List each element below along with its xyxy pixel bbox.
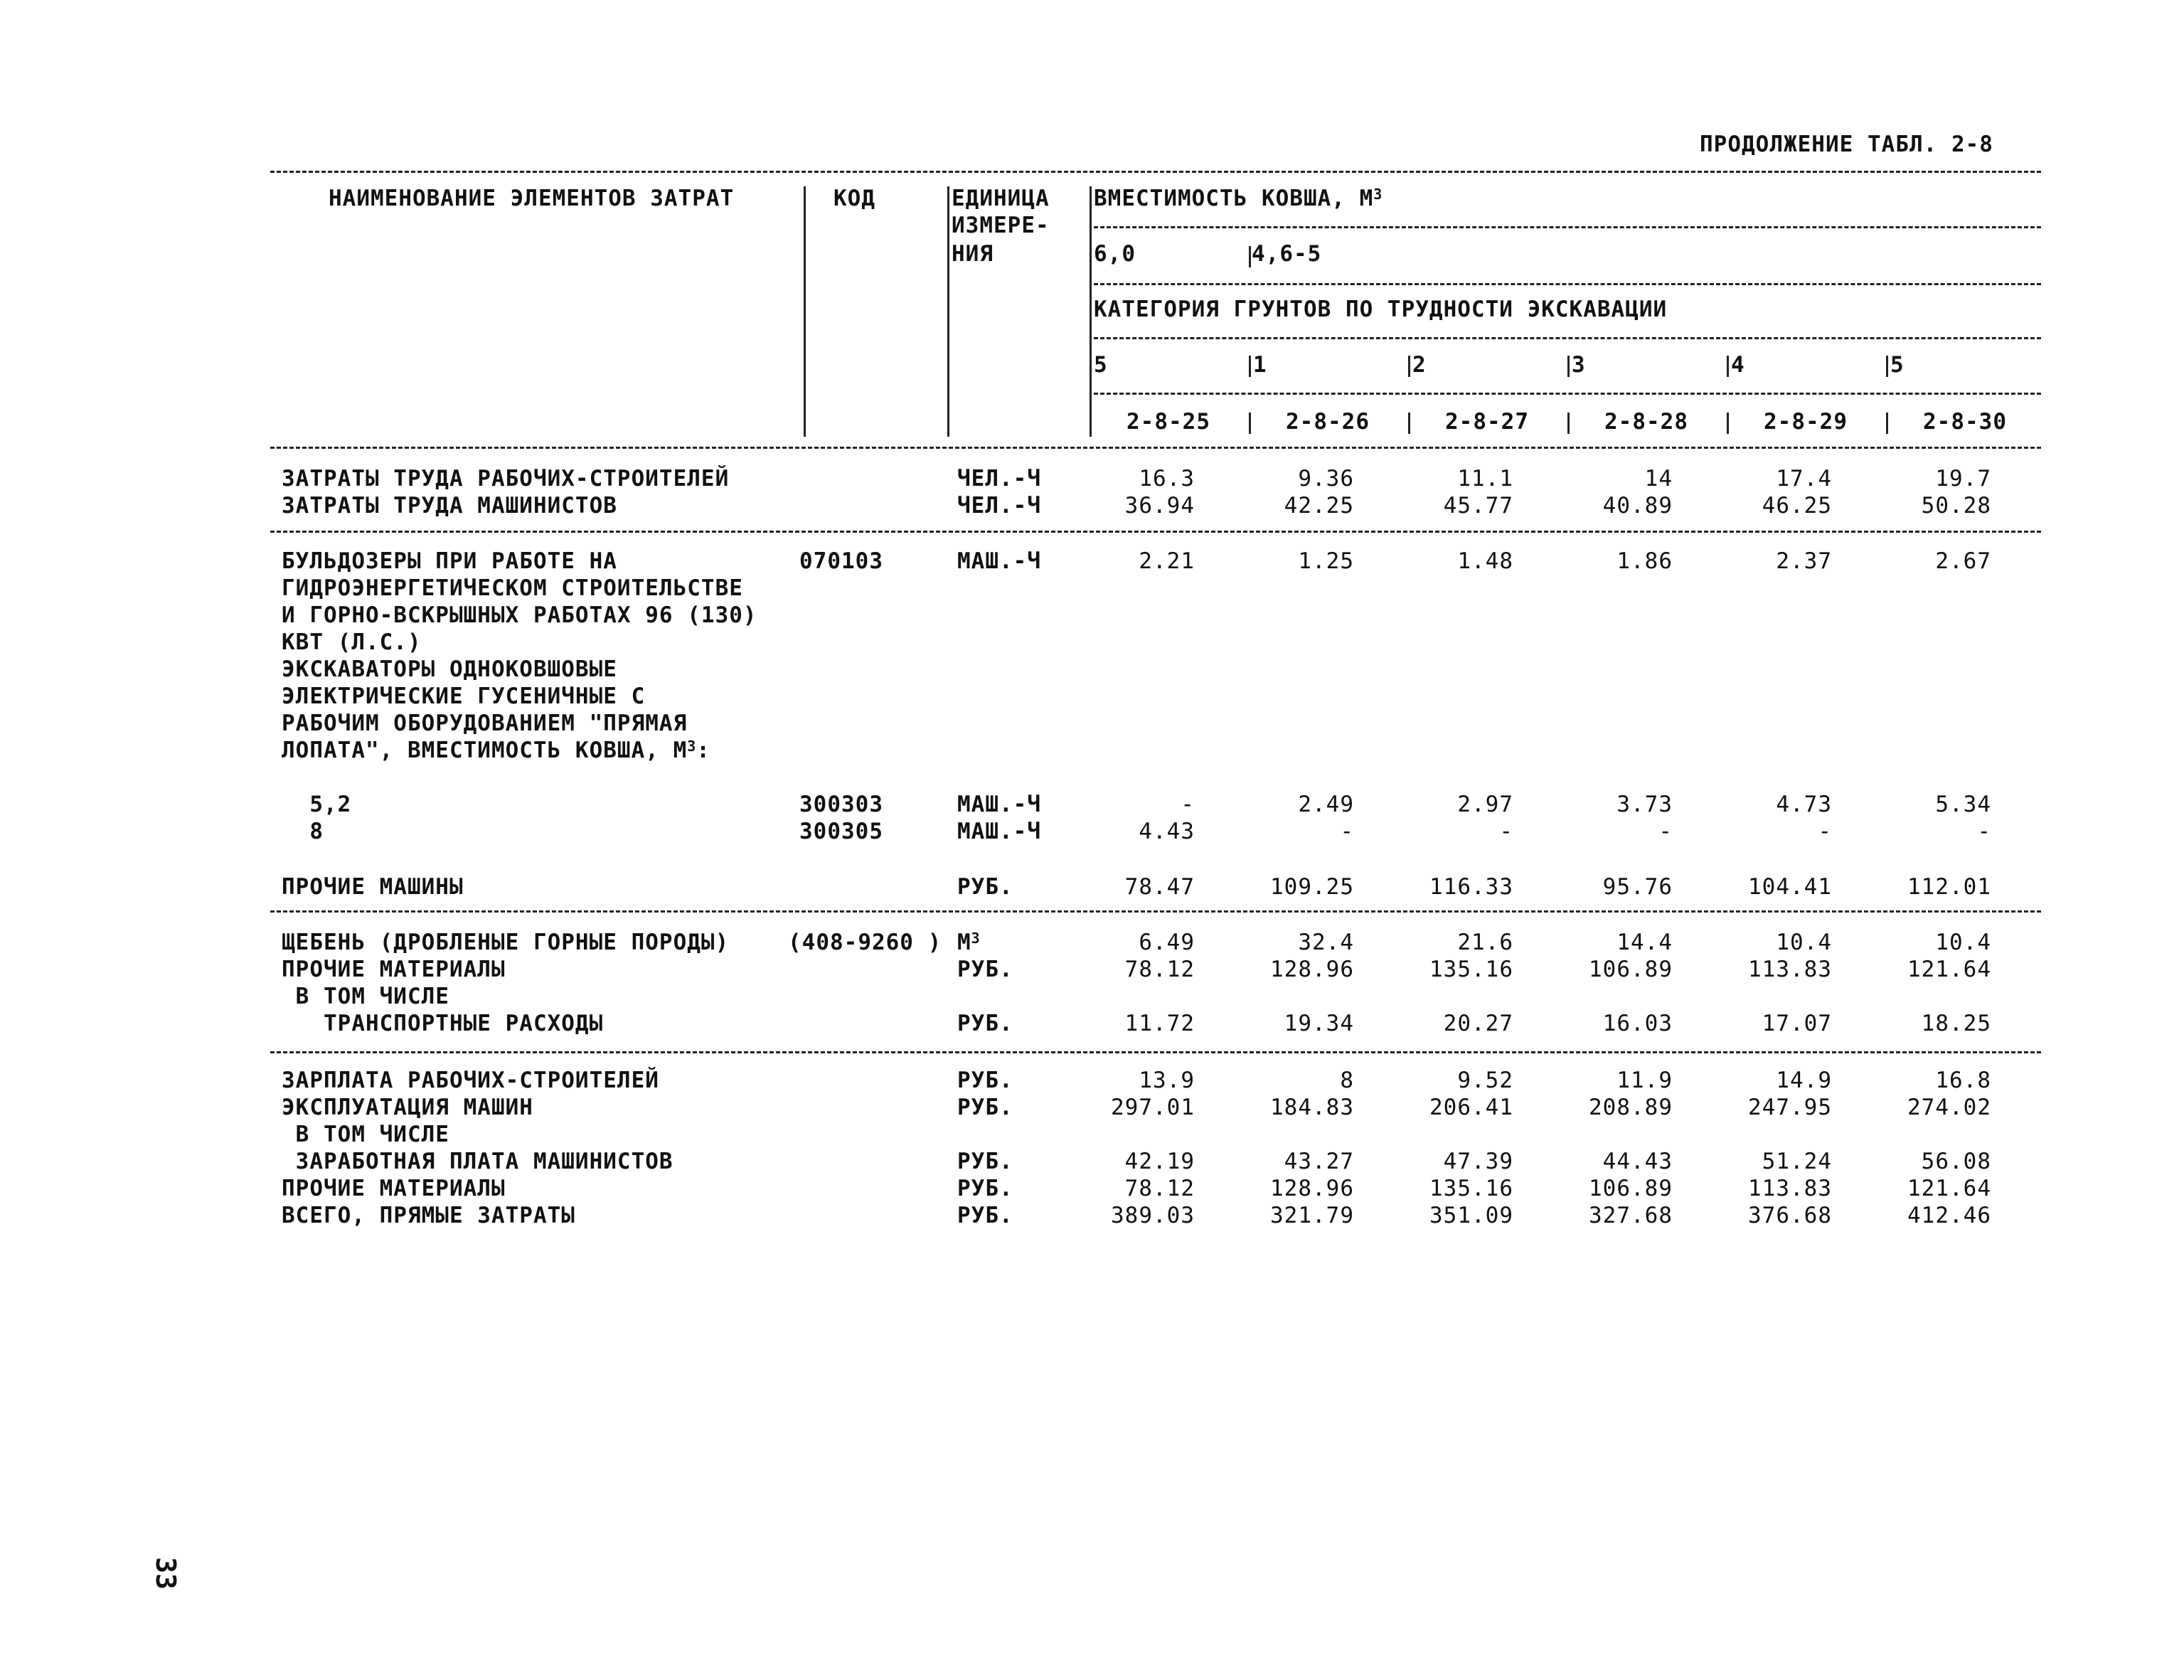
row-value: 2.21 — [1139, 548, 1195, 574]
row-name-text: В ТОМ ЧИСЛЕ — [282, 1122, 449, 1147]
row-name — [282, 1202, 575, 1229]
row-value: 20.27 — [1443, 1011, 1513, 1036]
header-unit-3: НИЯ — [952, 241, 994, 267]
row-value: 11.9 — [1616, 1068, 1673, 1093]
row-unit — [957, 492, 1041, 519]
row-value: 135.16 — [1429, 957, 1513, 982]
vline-cat-5 — [1886, 356, 1888, 377]
row-value: 3.73 — [1616, 792, 1673, 817]
header-unit-2: ИЗМЕРЕ- — [952, 213, 1050, 238]
row-name-text: ЗАТРАТЫ ТРУДА РАБОЧИХ-СТРОИТЕЛЕЙ — [282, 466, 730, 491]
row-name — [282, 791, 351, 818]
row-value: 16.03 — [1602, 1011, 1673, 1036]
row-unit-text: РУБ. — [957, 1176, 1013, 1201]
row-code: 300305 — [799, 819, 883, 844]
row-value: 47.39 — [1443, 1149, 1513, 1174]
row-unit-text: РУБ. — [957, 1149, 1013, 1174]
vline-name — [804, 186, 806, 437]
row-name-text: 8 — [282, 819, 324, 844]
row-value: 184.83 — [1270, 1095, 1354, 1120]
vline-cat-4 — [1727, 356, 1729, 377]
header-capacity-label: ВМЕСТИМОСТЬ КОВША, М — [1094, 186, 1374, 211]
row-value: 121.64 — [1907, 1176, 1991, 1201]
row-unit-text: МАШ.-Ч — [957, 792, 1041, 817]
row-name-text: РАБОЧИМ ОБОРУДОВАНИЕМ "ПРЯМАЯ — [282, 711, 688, 736]
row-unit-text: РУБ. — [957, 1068, 1013, 1093]
row-value: 4.73 — [1776, 792, 1832, 817]
row-name — [282, 575, 743, 602]
row-name-text: И ГОРНО-ВСКРЫШНЫХ РАБОТАХ 96 (130) — [282, 602, 757, 628]
row-value: 135.16 — [1429, 1176, 1513, 1201]
row-name-text: БУЛЬДОЗЕРЫ ПРИ РАБОТЕ НА — [282, 548, 617, 574]
row-unit — [957, 1148, 1013, 1175]
row-value: 14.9 — [1776, 1068, 1832, 1093]
row-value: 40.89 — [1602, 493, 1673, 519]
row-value: 17.07 — [1762, 1011, 1832, 1036]
row-value: 321.79 — [1270, 1203, 1354, 1228]
page-number: 33 — [149, 1557, 181, 1590]
rule-h1 — [1094, 226, 2041, 228]
row-name-text: ЗАРПЛАТА РАБОЧИХ-СТРОИТЕЛЕЙ — [282, 1068, 659, 1093]
row-value: 19.7 — [1935, 466, 1991, 491]
row-name-text: 5,2 — [282, 792, 352, 817]
row-value: 128.96 — [1270, 1176, 1354, 1201]
row-value: 351.09 — [1429, 1203, 1513, 1228]
vline-unit — [1090, 186, 1092, 437]
rule-h2 — [1094, 283, 2041, 285]
row-value: - — [1658, 819, 1673, 844]
row-value: 19.34 — [1284, 1011, 1354, 1036]
row-value: 297.01 — [1111, 1095, 1195, 1120]
row-name-text: ЗАТРАТЫ ТРУДА МАШИНИСТОВ — [282, 493, 617, 519]
row-name — [282, 1148, 673, 1175]
row-name — [282, 956, 506, 983]
row-value: 44.43 — [1602, 1149, 1673, 1174]
row-value: 112.01 — [1907, 874, 1991, 900]
row-value: 16.8 — [1935, 1068, 1991, 1093]
rule-top — [270, 171, 2041, 173]
row-value: 95.76 — [1602, 874, 1673, 900]
row-value: 106.89 — [1589, 957, 1673, 982]
row-value: 1.25 — [1298, 548, 1354, 574]
row-value: 36.94 — [1124, 493, 1195, 519]
header-code: КОД — [833, 186, 875, 211]
row-name-text: ПРОЧИЕ МАТЕРИАЛЫ — [282, 1176, 506, 1201]
row-value: 9.52 — [1457, 1068, 1513, 1093]
row-name — [282, 465, 729, 492]
row-name — [282, 929, 729, 956]
row-value: 10.4 — [1776, 930, 1832, 955]
row-value: 412.46 — [1907, 1203, 1991, 1228]
row-value: 11.1 — [1457, 466, 1513, 491]
row-code: 300303 — [799, 792, 883, 817]
row-value: 1.48 — [1457, 548, 1513, 574]
header-capacity-b: 4,6-5 — [1252, 241, 1322, 267]
rule-after-materials — [270, 1051, 2041, 1053]
vline-code-3 — [1567, 413, 1570, 434]
row-name — [282, 1010, 603, 1037]
row-unit-text: ЧЕЛ.-Ч — [957, 466, 1041, 491]
row-value: 43.27 — [1284, 1149, 1354, 1174]
row-name-sup: 3 — [687, 738, 697, 755]
row-value: 113.83 — [1748, 1176, 1832, 1201]
row-unit — [957, 548, 1041, 575]
row-value: 42.25 — [1284, 493, 1354, 519]
vline-code-5 — [1886, 413, 1888, 434]
row-name — [282, 983, 449, 1010]
row-code: (408-9260 ) — [788, 930, 942, 955]
row-unit-text: РУБ. — [957, 874, 1013, 900]
row-unit-text: ЧЕЛ.-Ч — [957, 493, 1041, 519]
row-value: 42.19 — [1124, 1149, 1195, 1174]
row-value: 106.89 — [1589, 1176, 1673, 1201]
row-value: 1.86 — [1616, 548, 1673, 574]
header-capacity-sup: 3 — [1373, 186, 1383, 203]
row-name-text: КВТ (Л.С.) — [282, 629, 422, 655]
rule-after-machines — [270, 910, 2041, 913]
row-unit — [957, 1010, 1013, 1037]
row-unit — [957, 1067, 1013, 1094]
vline-cat-2 — [1408, 356, 1410, 377]
rule-after-labor — [270, 531, 2041, 533]
row-value: - — [1340, 819, 1354, 844]
row-value: 78.47 — [1124, 874, 1195, 900]
row-value: 208.89 — [1589, 1095, 1673, 1120]
row-value: 4.43 — [1139, 819, 1195, 844]
row-name — [282, 548, 617, 575]
row-name-text: ЭЛЕКТРИЧЕСКИЕ ГУСЕНИЧНЫЕ С — [282, 684, 646, 709]
row-value: 206.41 — [1429, 1095, 1513, 1120]
row-value: - — [1818, 819, 1832, 844]
rule-header-bottom — [270, 447, 2041, 449]
row-value: 389.03 — [1111, 1203, 1195, 1228]
row-unit-text: М — [957, 930, 971, 955]
header-soil: КАТЕГОРИЯ ГРУНТОВ ПО ТРУДНОСТИ ЭКСКАВАЦИИ — [1094, 297, 1668, 322]
header-code-0: 2-8-25 — [1126, 409, 1210, 435]
row-name — [282, 492, 617, 519]
row-value: 32.4 — [1298, 930, 1354, 955]
row-value: 13.9 — [1139, 1068, 1195, 1093]
row-value: 78.12 — [1124, 957, 1195, 982]
header-cat-4: 4 — [1731, 352, 1745, 378]
table-caption: ПРОДОЛЖЕНИЕ ТАБЛ. 2-8 — [1700, 132, 1993, 157]
row-value: 50.28 — [1921, 493, 1991, 519]
vline-code-1 — [1249, 413, 1251, 434]
row-name-text: ТРАНСПОРТНЫЕ РАСХОДЫ — [282, 1011, 604, 1036]
header-capacity-a: 6,0 — [1094, 241, 1136, 267]
row-name-text: ВСЕГО, ПРЯМЫЕ ЗАТРАТЫ — [282, 1203, 575, 1228]
row-value: 113.83 — [1748, 957, 1832, 982]
row-value: 9.36 — [1298, 466, 1354, 491]
row-unit-text: РУБ. — [957, 1011, 1013, 1036]
row-value: 17.4 — [1776, 466, 1832, 491]
header-code-5: 2-8-30 — [1923, 409, 2007, 435]
row-name-text: ПРОЧИЕ МАШИНЫ — [282, 874, 464, 900]
row-value: 14.4 — [1616, 930, 1673, 955]
row-value: 376.68 — [1748, 1203, 1832, 1228]
row-value: 51.24 — [1762, 1149, 1832, 1174]
row-value: - — [1181, 792, 1195, 817]
header-unit-1: ЕДИНИЦА — [952, 186, 1050, 211]
row-value: 104.41 — [1748, 874, 1832, 900]
header-cat-0: 5 — [1094, 352, 1108, 378]
row-name — [282, 873, 464, 900]
row-name-text: ПРОЧИЕ МАТЕРИАЛЫ — [282, 957, 506, 982]
row-value: 10.4 — [1935, 930, 1991, 955]
vline-cat-3 — [1567, 356, 1570, 377]
row-name — [282, 818, 324, 845]
row-value: 274.02 — [1907, 1095, 1991, 1120]
row-name — [282, 656, 617, 683]
vline-code — [947, 186, 949, 437]
row-unit — [957, 956, 1013, 983]
row-unit-text: МАШ.-Ч — [957, 548, 1041, 574]
row-value: 327.68 — [1589, 1203, 1673, 1228]
row-name — [282, 683, 645, 710]
row-value: 2.67 — [1935, 548, 1991, 574]
row-unit — [957, 818, 1041, 845]
row-name — [282, 1094, 533, 1121]
header-name: НАИМЕНОВАНИЕ ЭЛЕМЕНТОВ ЗАТРАТ — [329, 186, 735, 211]
row-value: 16.3 — [1139, 466, 1195, 491]
rule-h3 — [1094, 337, 2041, 339]
header-capacity — [1094, 185, 1383, 212]
row-name — [282, 629, 422, 656]
row-name-text: ЗАРАБОТНАЯ ПЛАТА МАШИНИСТОВ — [282, 1149, 673, 1174]
row-name-text: В ТОМ ЧИСЛЕ — [282, 984, 449, 1009]
row-unit-text: РУБ. — [957, 1203, 1013, 1228]
row-name — [282, 1121, 449, 1148]
header-code-2: 2-8-27 — [1445, 409, 1529, 435]
rule-h4 — [1094, 393, 2041, 395]
row-unit-text: РУБ. — [957, 1095, 1013, 1120]
row-name — [282, 737, 710, 764]
row-code: 070103 — [799, 548, 883, 574]
row-unit — [957, 791, 1041, 818]
row-unit — [957, 929, 981, 956]
row-unit — [957, 465, 1041, 492]
row-unit — [957, 873, 1013, 900]
row-value: 2.37 — [1776, 548, 1832, 574]
row-name — [282, 710, 687, 737]
vline-cap-b — [1249, 246, 1251, 267]
row-value: 128.96 — [1270, 957, 1354, 982]
header-cat-3: 3 — [1572, 352, 1586, 378]
row-name-text: ЛОПАТА", ВМЕСТИМОСТЬ КОВША, М — [282, 738, 688, 763]
row-value: 11.72 — [1124, 1011, 1195, 1036]
row-name — [282, 1175, 506, 1202]
row-value: 14 — [1644, 466, 1673, 491]
row-value: - — [1499, 819, 1513, 844]
row-unit — [957, 1202, 1013, 1229]
row-value: - — [1977, 819, 1991, 844]
row-unit — [957, 1094, 1013, 1121]
row-unit-text: МАШ.-Ч — [957, 819, 1041, 844]
header-code-3: 2-8-28 — [1604, 409, 1688, 435]
row-unit-text: РУБ. — [957, 957, 1013, 982]
row-value: 21.6 — [1457, 930, 1513, 955]
row-value: 18.25 — [1921, 1011, 1991, 1036]
header-cat-5: 5 — [1890, 352, 1905, 378]
row-name-tail: : — [696, 738, 710, 763]
row-value: 56.08 — [1921, 1149, 1991, 1174]
row-name — [282, 1067, 659, 1094]
vline-code-4 — [1727, 413, 1729, 434]
row-name-text: ГИДРОЭНЕРГЕТИЧЕСКОМ СТРОИТЕЛЬСТВЕ — [282, 575, 743, 601]
header-code-4: 2-8-29 — [1764, 409, 1848, 435]
header-code-1: 2-8-26 — [1286, 409, 1370, 435]
row-value: 116.33 — [1429, 874, 1513, 900]
row-value: 78.12 — [1124, 1176, 1195, 1201]
row-name-text: ЭКСКАВАТОРЫ ОДНОКОВШОВЫЕ — [282, 656, 617, 682]
row-unit-sup: 3 — [971, 930, 981, 947]
row-value: 8 — [1340, 1068, 1354, 1093]
row-value: 46.25 — [1762, 493, 1832, 519]
header-cat-2: 2 — [1412, 352, 1427, 378]
header-cat-1: 1 — [1253, 352, 1267, 378]
vline-code-2 — [1408, 413, 1410, 434]
row-name-text: ЭКСПЛУАТАЦИЯ МАШИН — [282, 1095, 533, 1120]
row-value: 121.64 — [1907, 957, 1991, 982]
row-value: 2.49 — [1298, 792, 1354, 817]
row-value: 247.95 — [1748, 1095, 1832, 1120]
row-value: 45.77 — [1443, 493, 1513, 519]
row-value: 6.49 — [1139, 930, 1195, 955]
row-value: 109.25 — [1270, 874, 1354, 900]
vline-cat-1 — [1249, 356, 1251, 377]
row-name — [282, 602, 757, 629]
row-value: 5.34 — [1935, 792, 1991, 817]
row-value: 2.97 — [1457, 792, 1513, 817]
row-name-text: ЩЕБЕНЬ (ДРОБЛЕНЫЕ ГОРНЫЕ ПОРОДЫ) — [282, 930, 730, 955]
row-unit — [957, 1175, 1013, 1202]
